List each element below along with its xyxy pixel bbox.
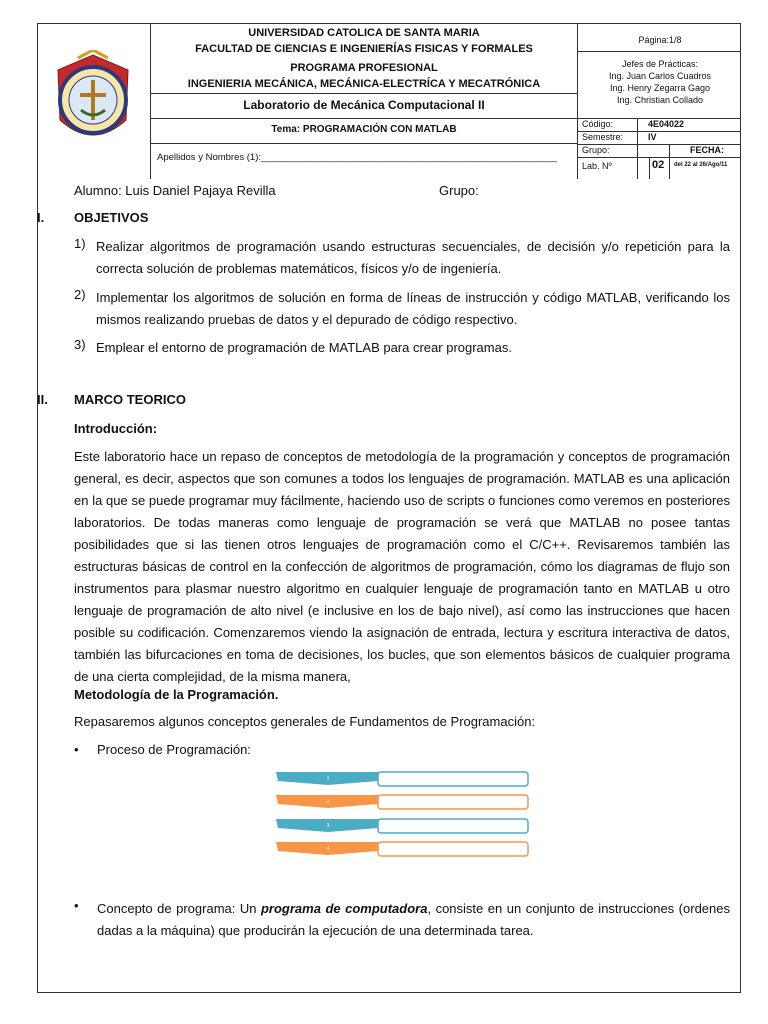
- bullet-dot-2: •: [74, 898, 79, 913]
- process-step-4-label: 4: [326, 846, 330, 852]
- student-name-field: Apellidos y Nombres (1):________________________________________________________: [157, 152, 557, 163]
- section-1-title: OBJETIVOS: [74, 210, 149, 225]
- objective-2-text: Implementar los algoritmos de solución en forma de líneas de instrucción y código MATLAB, verificando los mismos realizando pruebas de datos y el depurado de código respectivo.: [96, 290, 730, 327]
- process-step-1: [276, 772, 528, 786]
- lab-title: Laboratorio de Mecánica Computacional II: [243, 98, 485, 112]
- bullet-2-pre: Concepto de programa: Un: [97, 901, 261, 916]
- intro-paragraph: Este laboratorio hace un repaso de conceptos de metodología de la programación y conceptos de programación general, es decir, aspectos que son comunes a todos los lenguajes de programación. MATLAB es una aplicación en la que se puede programar muy fácilmente, haciendo uso de scripts o funciones como veremos en posteriores laboratorios. De todas maneras como lenguaje de programación se verá que MATLAB no posee tantas posibilidades que si las tienen otros lenguajes de programación como el C/C++. Revisaremos también las estructuras básicas de control en la confección de algoritmos de programación, cómo los diagramas de flujo son instrumentos para plasmar nuestro algoritmo en cualquier lenguaje de programación tanto en MATLAB u otro lenguaje de programación de alto nivel (e inclusive en los de bajo nivel), así como las instrucciones que hacen posible su codificación. Comenzaremos viendo la asignación de entrada, lectura y escritura interactiva de datos, también las bifurcaciones en toma de decisiones, los bucles, que son elementos básicos de cualquier programa de una cierta complejidad, de la misma manera,: [74, 449, 730, 684]
- fecha-label: FECHA:: [690, 145, 724, 155]
- bullet-2-emphasis: programa de computadora: [260, 901, 428, 916]
- university-name: UNIVERSIDAD CATOLICA DE SANTA MARIA: [248, 27, 480, 39]
- bullet-2-text: [97, 898, 730, 942]
- bullet-2-post: , consiste en un conjunto de instrucciones (ordenes dadas a la máquina) que producirán la ejecución de una determinada tarea.: [97, 901, 730, 938]
- methodology-heading: Metodología de la Programación.: [74, 687, 279, 702]
- jefe-2: Ing. Henry Zegarra Gago: [609, 83, 711, 93]
- programming-process-diagram: [270, 768, 540, 860]
- process-step-1-label: 1: [326, 776, 330, 782]
- lab-number-value: 02: [652, 159, 665, 171]
- semestre-label: Semestre:: [582, 132, 624, 142]
- codigo-value: 4E04022: [648, 119, 685, 129]
- bullet-dot-1: •: [74, 742, 79, 757]
- jefes-label: Jefes de Prácticas:: [621, 59, 699, 69]
- process-step-4: [276, 842, 528, 856]
- objective-3-text: Emplear el entorno de programación de MATLAB para crear programas.: [96, 340, 512, 355]
- section-2-title: MARCO TEORICO: [74, 392, 186, 407]
- grupo-label: Grupo:: [439, 183, 479, 198]
- process-step-2-label: 2: [326, 799, 330, 805]
- methodology-text: Repasaremos algunos conceptos generales de Fundamentos de Programación:: [74, 714, 536, 729]
- grupo-label-header: Grupo:: [582, 145, 610, 155]
- semestre-value: IV: [648, 132, 657, 142]
- university-seal-logo: [48, 50, 138, 155]
- student-name: Alumno: Luis Daniel Pajaya Revilla: [74, 183, 276, 198]
- page-number: Página:1/8: [638, 35, 682, 45]
- section-2-number: II.: [37, 392, 48, 407]
- topic-title: Tema: PROGRAMACIÓN CON MATLAB: [271, 124, 457, 135]
- process-step-2: [276, 795, 528, 809]
- process-step-3-label: 3: [326, 823, 330, 829]
- objective-2-number: 2): [74, 287, 86, 302]
- faculty-name: FACULTAD DE CIENCIAS E INGENIERÍAS FISICAS Y FORMALES: [195, 43, 533, 55]
- section-1-number: I.: [37, 210, 45, 225]
- fecha-value: del 22 al 26/Ago/11: [674, 162, 728, 168]
- jefe-3: Ing. Christian Collado: [616, 95, 704, 105]
- objective-1-text: Realizar algoritmos de programación usando estructuras secuenciales, de decisión y/o repetición para la correcta solución de problemas matemáticos, físicos y/o de ingeniería.: [96, 239, 730, 276]
- codigo-label: Código:: [582, 119, 614, 129]
- career-name: INGENIERIA MECÁNICA, MECÁNICA-ELECTRÍCA Y MECATRÓNICA: [187, 78, 541, 90]
- objective-3-number: 3): [74, 337, 86, 352]
- lab-number-label: Lab. Nº: [582, 161, 612, 171]
- bullet-1-text: Proceso de Programación:: [97, 742, 251, 757]
- objective-1-number: 1): [74, 236, 86, 251]
- process-step-3: [276, 819, 528, 833]
- program-label: PROGRAMA PROFESIONAL: [290, 62, 438, 74]
- jefe-1: Ing. Juan Carlos Cuadros: [608, 71, 712, 81]
- intro-heading: Introducción:: [74, 421, 158, 436]
